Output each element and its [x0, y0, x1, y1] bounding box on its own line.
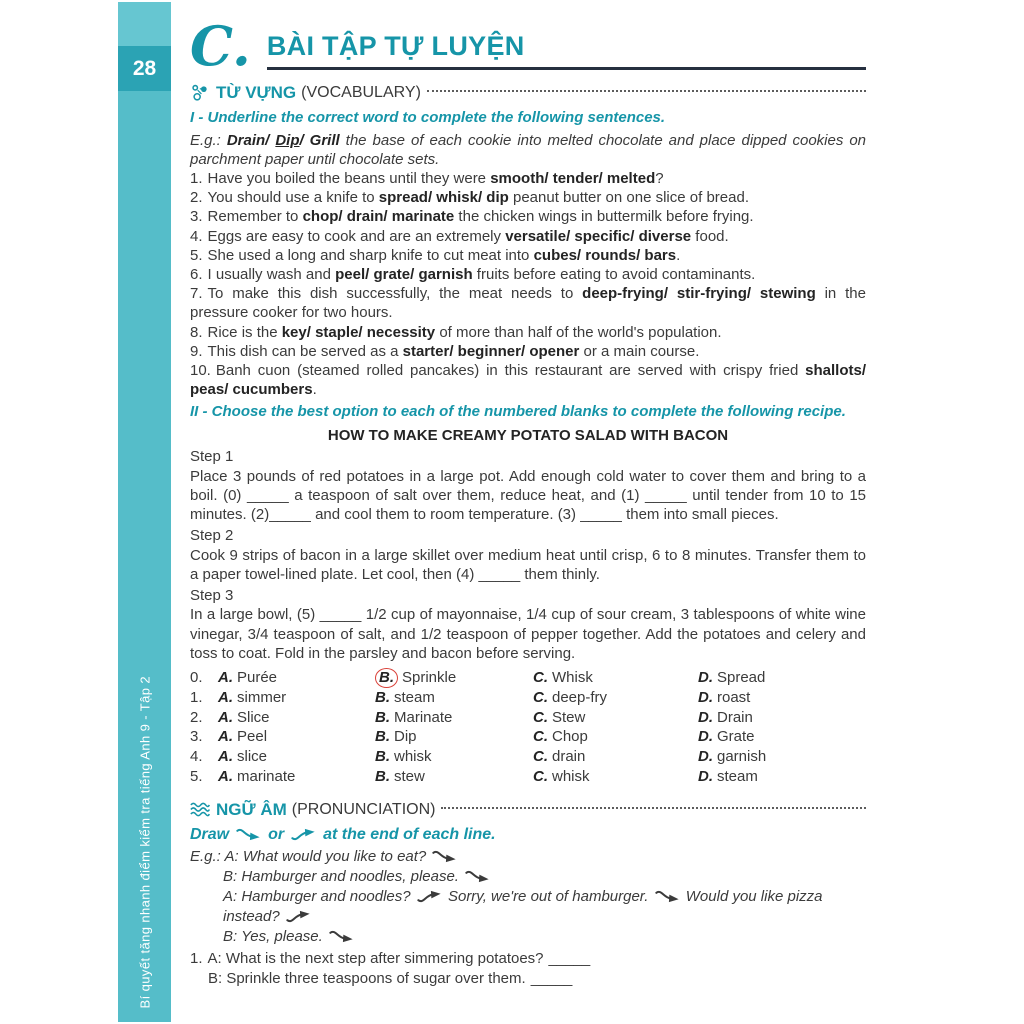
page-number: 28 [118, 46, 171, 91]
pron-item-line-b: B: Sprinkle three teaspoons of sugar over them. _____ [208, 970, 573, 988]
option-d: D. roast [698, 688, 751, 706]
vocab-item-10 [190, 361, 866, 399]
answer-blank: _____ [530, 970, 573, 988]
recipe-title: HOW TO MAKE CREAMY POTATO SALAD WITH BACON [327, 427, 729, 445]
item-text: Have you boiled the beans until they were [207, 170, 491, 188]
pron-eg-line-4: B: Yes, please. [223, 927, 866, 947]
item-text: You should use a knife to [207, 189, 379, 207]
item-choices: peel/ grate/ garnish [335, 265, 473, 283]
option-c: C. drain [533, 748, 586, 766]
sidebar-strip [118, 2, 171, 1022]
sidebar-vertical-text: Bí quyết tăng nhanh điểm kiểm tra tiếng Anh 9 - Tập 2 [137, 675, 152, 1008]
item-text: food. [691, 227, 729, 245]
option-b: B. Dip [375, 728, 417, 746]
item-text: Rice is the [207, 323, 282, 341]
item-text: Banh cuon (steamed rolled pancakes) in this restaurant are served with crispy fried [215, 361, 806, 379]
option-d: D. garnish [698, 748, 767, 766]
step-1-label: Step 1 [190, 448, 234, 466]
vocab-item-3 [190, 207, 866, 226]
option-a: A. slice [218, 748, 268, 766]
item-text: of more than half of the world's population. [435, 323, 722, 341]
exercise-2-title: II - Choose the best option to each of the numbered blanks to complete the following recipe. [190, 403, 846, 421]
pronunciation-icon [190, 800, 210, 819]
item-choices: deep-frying/ stir-frying/ stewing [582, 285, 816, 303]
vocab-heading: TỪ VỰNG [216, 82, 297, 102]
option-d: D. steam [698, 768, 758, 785]
item-number: 4. [190, 227, 203, 245]
dotted-rule [441, 807, 866, 809]
option-c: C. Chop [533, 728, 588, 746]
item-text: or a main course. [579, 342, 700, 360]
option-row-number: 4. [190, 748, 203, 766]
option-a: A. simmer [218, 688, 287, 706]
item-choices: shallots/ peas/ cucumbers [190, 361, 866, 399]
item-choices: versatile/ specific/ diverse [505, 227, 692, 245]
pronunciation-item-1 [190, 949, 866, 989]
option-c: C. Whisk [533, 669, 593, 687]
item-number: 10. [190, 361, 211, 379]
rising-arrow-icon [291, 828, 316, 841]
option-b: B. whisk [375, 748, 432, 766]
step-2-text: Cook 9 strips of bacon in a large skillet over medium heat until crisp, 6 to 8 minutes. Transfer them to a paper towel-lined plate. Let cool, then (4) _____ them thinly. [190, 546, 866, 583]
item-number: 9. [190, 342, 203, 360]
option-row-number: 2. [190, 708, 203, 726]
vocab-section-header [190, 83, 866, 103]
page-content [190, 14, 867, 989]
answer-circle: B. [375, 668, 398, 688]
item-choices: spread/ whisk/ dip [378, 189, 509, 207]
item-choices: chop/ drain/ marinate [302, 208, 455, 226]
vocab-item-5 [190, 246, 866, 265]
sidebar-top [118, 2, 171, 46]
option-a: A. Slice [218, 708, 270, 726]
pron-heading-sub: (PRONUNCIATION) [291, 800, 436, 818]
item-choices: starter/ beginner/ opener [402, 342, 580, 360]
option-a: A. Purée [218, 669, 278, 687]
section-letter: C. [190, 14, 251, 78]
option-d: D. Drain [698, 708, 753, 726]
dotted-rule [427, 90, 866, 92]
item-text: I usually wash and [207, 265, 336, 283]
option-a: A. marinate [218, 768, 296, 785]
item-text: . [312, 381, 317, 399]
falling-arrow-icon [465, 870, 490, 883]
item-number: 6. [190, 265, 203, 283]
item-text: ? [655, 170, 664, 188]
step-1-text: Place 3 pounds of red potatoes in a large pot. Add enough cold water to cover them and bring to a boil. (0) _____ a teaspoon of salt over them, reduce heat, and (1) _____ until tender from 10 to 15 minutes. (2)_____ and cool them to room temperature. (3) _____ them into small pieces. [190, 467, 866, 523]
item-number: 7. [190, 285, 203, 303]
example-label: E.g.: [190, 131, 221, 149]
step-3-text: In a large bowl, (5) _____ 1/2 cup of mayonnaise, 1/4 cup of sour cream, 3 tablespoons of white wine vinegar, 3/4 teaspoon of salt, and 1/2 teaspoon of pepper together. Add the potatoes and celery and toss to coat. Fold in the parsley and bacon before serving. [190, 606, 866, 662]
pronunciation-section-header [190, 800, 866, 820]
option-c: C. whisk [533, 768, 590, 785]
item-text: the chicken wings in buttermilk before frying. [454, 208, 754, 226]
item-number: 2. [190, 189, 203, 207]
item-text: This dish can be served as a [207, 342, 403, 360]
falling-arrow-icon [236, 828, 261, 841]
header-rule [266, 30, 866, 70]
example-choices: Drain/ Dip/ Grill [226, 131, 340, 149]
step-3-label: Step 3 [190, 586, 234, 604]
item-choices: smooth/ tender/ melted [490, 170, 656, 188]
item-text: Remember to [207, 208, 303, 226]
falling-arrow-icon [329, 930, 354, 943]
option-b: B. stew [375, 768, 425, 785]
vocab-heading-sub: (VOCABULARY) [301, 83, 421, 101]
item-text: To make this dish successfully, the meat needs to [207, 285, 583, 303]
pron-eg-line-1: E.g.: A: What would you like to eat? [190, 847, 866, 867]
vocab-item-2 [190, 188, 866, 207]
item-number: 1. [190, 950, 203, 968]
option-c: C. deep-fry [533, 688, 608, 706]
item-choices: cubes/ rounds/ bars [533, 246, 677, 264]
option-row-number: 0. [190, 669, 203, 687]
item-number: 5. [190, 246, 203, 264]
option-row-number: 3. [190, 728, 203, 746]
example-label: E.g.: [190, 847, 221, 865]
item-text: in the pressure cooker for two hours. [190, 285, 866, 322]
rising-arrow-icon [417, 890, 442, 903]
item-text: fruits before eating to avoid contaminants. [472, 265, 756, 283]
item-text: peanut butter on one slice of bread. [508, 189, 749, 207]
pron-eg-line-3: A: Hamburger and noodles? Sorry, we're out of hamburger. Would you like pizza instead? [223, 887, 823, 925]
pronunciation-example [190, 847, 866, 947]
option-c: C. Stew [533, 708, 586, 726]
item-text: She used a long and sharp knife to cut meat into [207, 246, 534, 264]
item-text: Eggs are easy to cook and are an extremely [207, 227, 506, 245]
example-text: the base of each cookie into melted chocolate and place dipped cookies on parchment paper until chocolate sets. [190, 131, 867, 168]
underlined-answer: Dip [275, 131, 300, 149]
item-choices: key/ staple/ necessity [281, 323, 436, 341]
vocab-item-4 [190, 227, 866, 246]
option-b-answer: B. Sprinkle [375, 668, 533, 688]
item-text: . [676, 246, 681, 264]
vocab-item-8 [190, 323, 866, 342]
option-d: D. Grate [698, 728, 755, 746]
option-row-number: 5. [190, 768, 203, 785]
answer-blank: _____ [548, 950, 591, 968]
vocab-item-6 [190, 265, 866, 284]
vocab-item-1 [190, 169, 866, 188]
vocabulary-icon [190, 83, 210, 102]
pronunciation-instruction: Draw or at the end of each line. [190, 825, 496, 843]
option-a: A. Peel [218, 728, 268, 746]
pron-heading: NGỮ ÂM [216, 799, 287, 819]
falling-arrow-icon [432, 850, 457, 863]
vocab-item-7 [190, 284, 866, 322]
item-number: 3. [190, 208, 203, 226]
section-header [190, 14, 866, 78]
options-table [190, 668, 866, 787]
falling-arrow-icon [655, 890, 680, 903]
pron-eg-line-2: B: Hamburger and noodles, please. [223, 867, 866, 887]
rising-arrow-icon [286, 910, 311, 923]
exercise-1-title: I - Underline the correct word to complete the following sentences. [190, 108, 666, 126]
vocab-item-9 [190, 342, 866, 361]
option-b: B. Marinate [375, 708, 453, 726]
option-b: B. steam [375, 688, 435, 706]
exercise-1-example [190, 131, 866, 169]
item-number: 8. [190, 323, 203, 341]
item-number: 1. [190, 170, 203, 188]
option-d: D. Spread [698, 669, 766, 687]
step-2-label: Step 2 [190, 527, 234, 545]
page-title: BÀI TẬP TỰ LUYỆN [266, 30, 525, 61]
option-row-number: 1. [190, 688, 203, 706]
pron-item-line-a: 1. A: What is the next step after simmering potatoes? _____ [190, 950, 591, 968]
